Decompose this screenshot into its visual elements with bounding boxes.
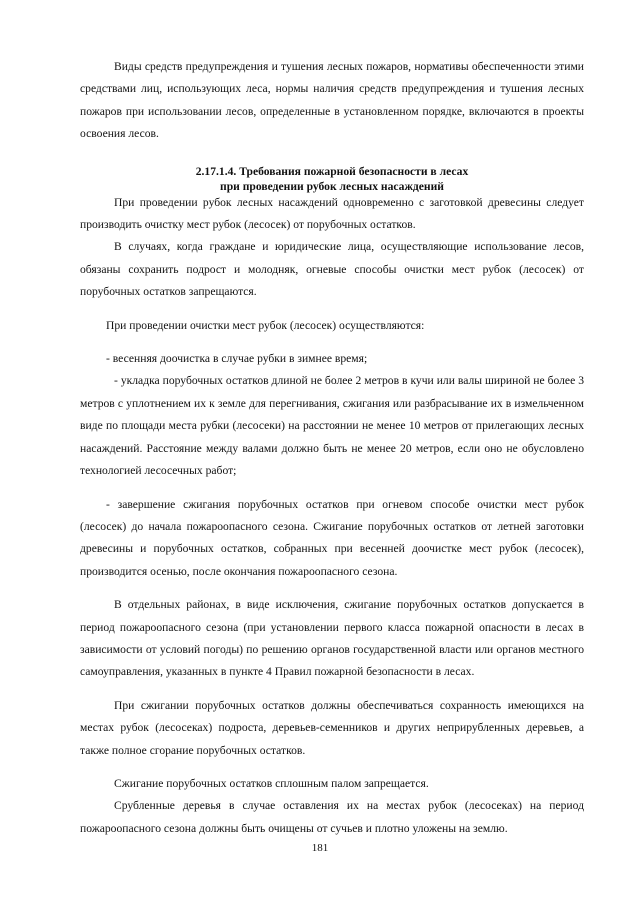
paragraph: В отдельных районах, в виде исключения, сжигание порубочных остатков допускается в период пожароопасного сезона (при установлении первого класса пожарной опасности в лесах в зависимости от условий погоды) по решению органов государственной власти или органов местного самоуправления, указанных в пункте 4 Правил пожарной безопасности в лесах. xyxy=(80,598,584,679)
document-page xyxy=(80,56,584,851)
section-heading-line-1: 2.17.1.4. Требования пожарной безопасности в лесах xyxy=(195,164,469,178)
list-item: - укладка порубочных остатков длиной не более 2 метров в кучи или валы шириной не более 3 метров с уплотнением их к земле для перегнивания, сжигания или разбрасывание их в измельченном виде по площади места рубки (лесосеки) на расстоянии не менее 10 метров от прилегающих лесных насаждений. Расстояние между валами должно быть не менее 20 метров, если оно не обусловлено технологией лесосечных работ; xyxy=(80,374,584,478)
paragraph: Сжигание порубочных остатков сплошным палом запрещается. xyxy=(114,776,429,790)
paragraph: При проведении рубок лесных насаждений одновременно с заготовкой древесины следует производить очистку мест рубок (лесосек) от порубочных остатков. xyxy=(80,195,584,232)
paragraph: Срубленные деревья в случае оставления их на местах рубок (лесосеках) на период пожароопасного сезона должны быть очищены от сучьев и плотно уложены на землю. xyxy=(80,799,584,835)
list-item: - завершение сжигания порубочных остатков при огневом способе очистки мест рубок (лесосек) до начала пожароопасного сезона. Сжигание порубочных остатков от летней заготовки древесины и порубочных остатков, собранных при весенней доочистке мест рубок (лесосек), производится осенью, после окончания пожароопасного сезона. xyxy=(80,497,584,578)
page-number: 181 xyxy=(311,842,329,854)
section-heading-line-2: при проведении рубок лесных насаждений xyxy=(220,179,444,193)
section-heading xyxy=(80,164,584,194)
list-item: - весенняя доочистка в случае рубки в зимнее время; xyxy=(106,352,368,366)
paragraph: В случаях, когда граждане и юридические лица, осуществляющие использование лесов, обязаны сохранить подрост и молодняк, огневые способы очистки мест рубок (лесосек) от порубочных остатков запрещаются. xyxy=(80,240,584,299)
paragraph: При проведении очистки мест рубок (лесосек) осуществляются: xyxy=(106,318,425,332)
paragraph: При сжигании порубочных остатков должны обеспечиваться сохранность имеющихся на местах рубок (лесосеках) подроста, деревьев-семенников и других неприрубленных деревьев, а также полное сгорание порубочных остатков. xyxy=(80,698,584,757)
intro-paragraph: Виды средств предупреждения и тушения лесных пожаров, нормативы обеспеченности этими средствами лиц, использующих леса, нормы наличия средств предупреждения и тушения лесных пожаров при использовании лесов, определенные в установленном порядке, включаются в проекты освоения лесов. xyxy=(80,60,584,141)
